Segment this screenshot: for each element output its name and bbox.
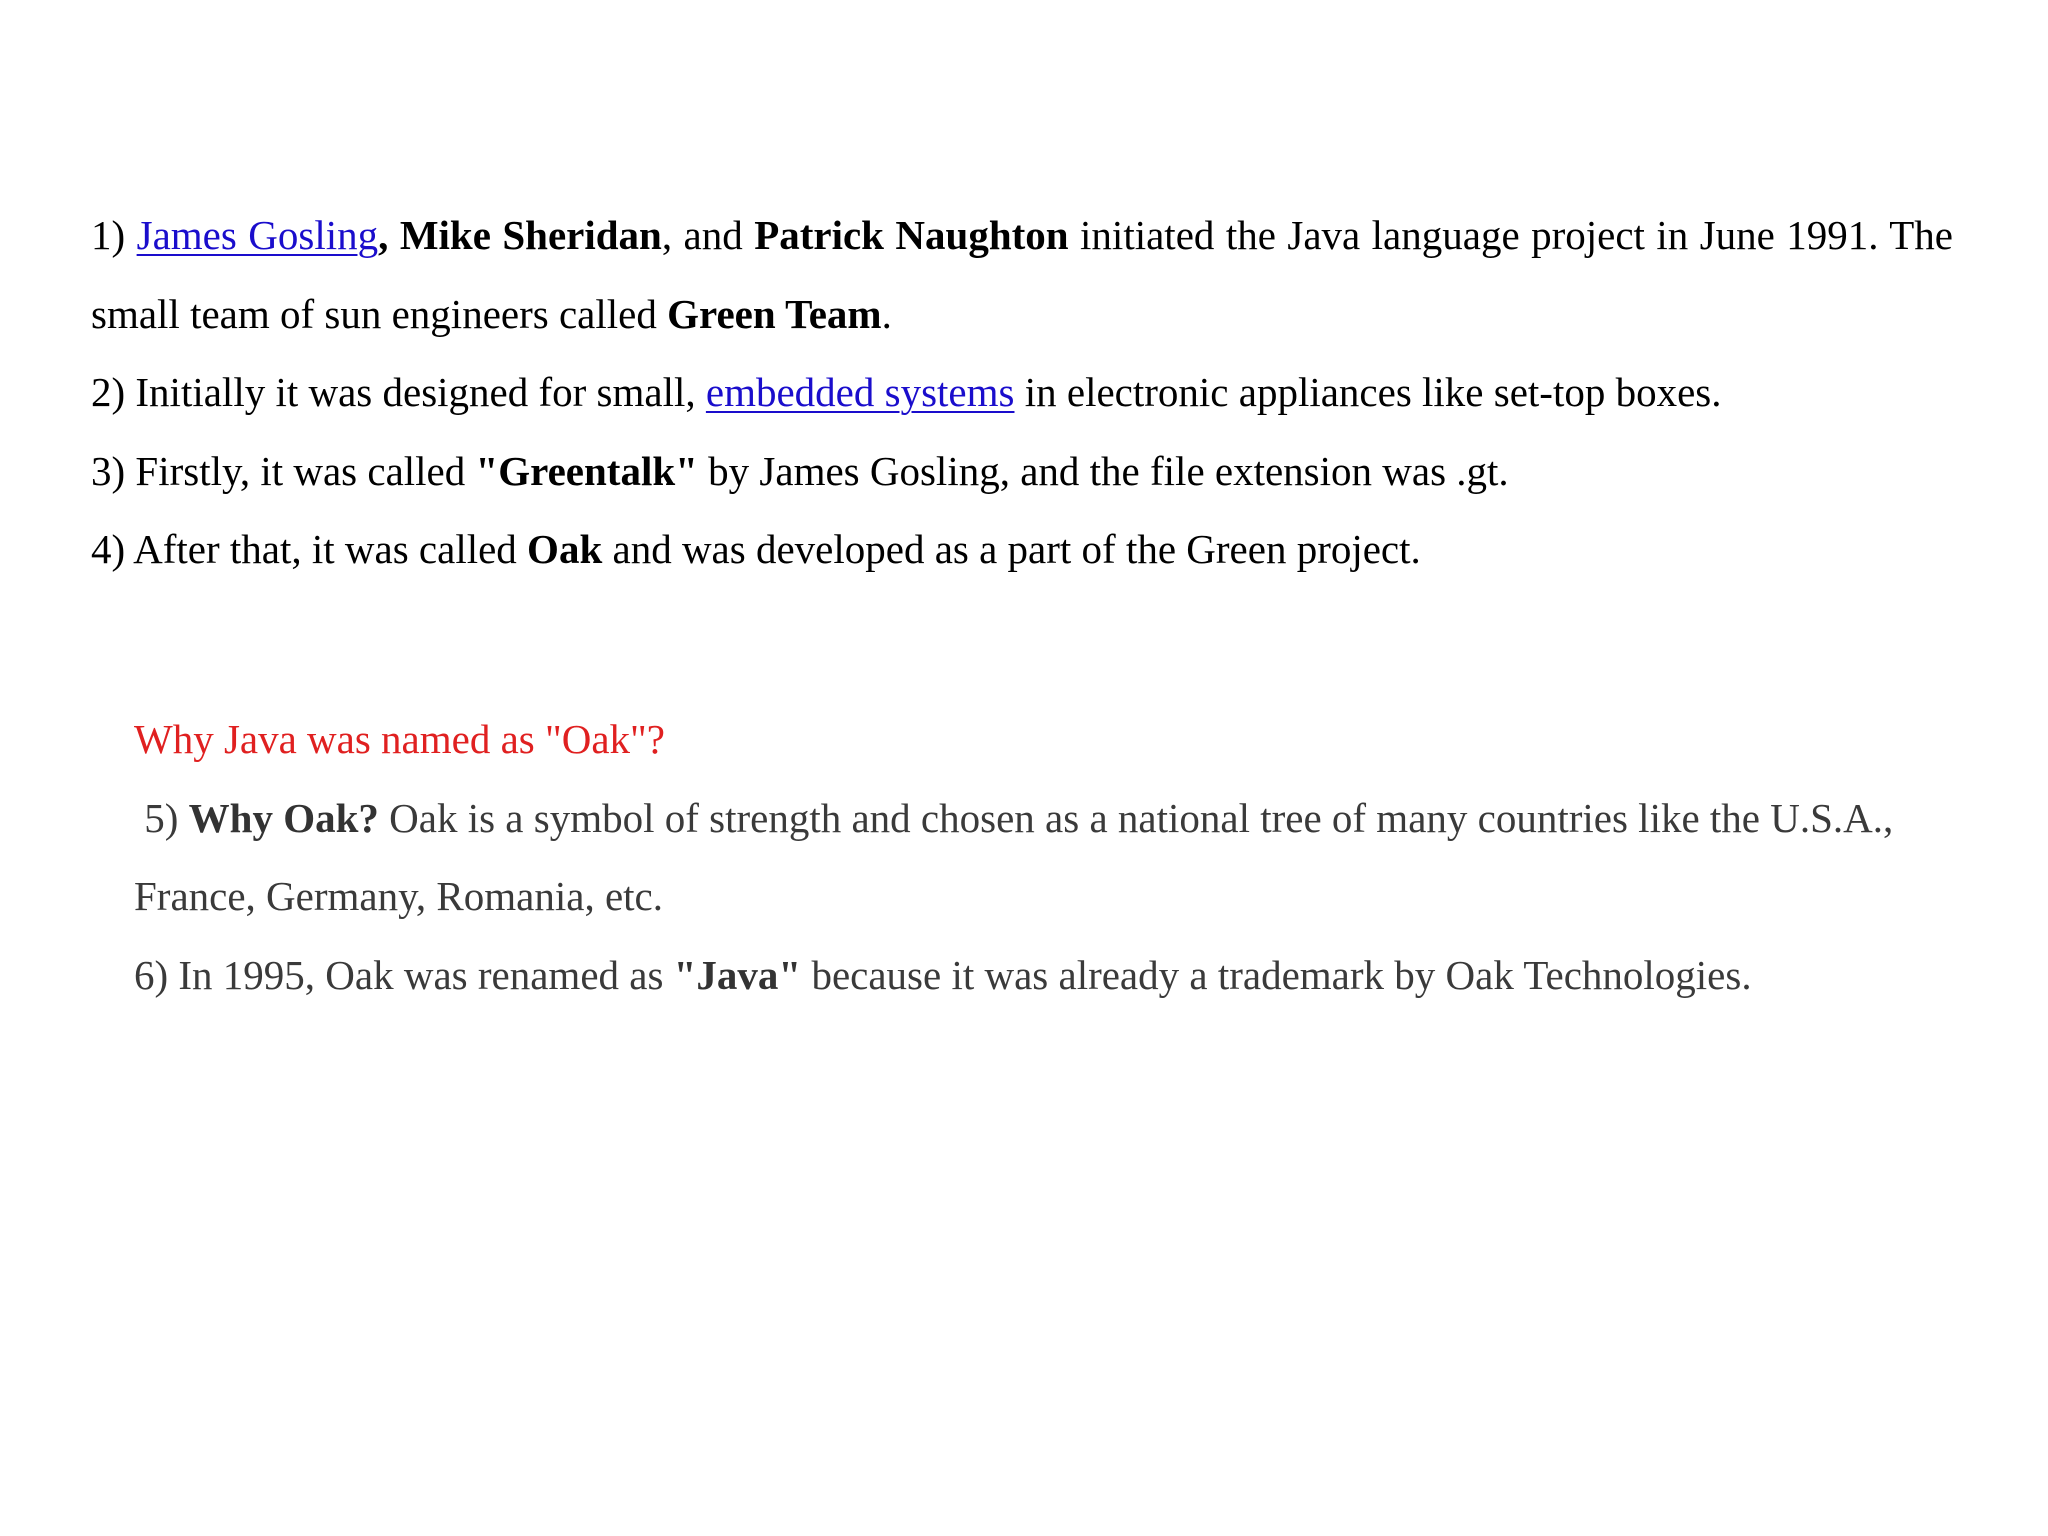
mike-sheridan-name: Mike Sheridan — [399, 212, 662, 258]
item3-suffix: by James Gosling, and the file extension was .gt. — [697, 447, 1509, 494]
oak-term: Oak — [527, 526, 603, 572]
item2-suffix: in electronic appliances like set-top boxes. — [1014, 369, 1722, 415]
item4-prefix: 4) After that, it was called — [91, 526, 528, 572]
greentalk-term: "Greentalk" — [475, 447, 698, 494]
item5-number: 5) — [134, 794, 189, 841]
bold-comma: , — [378, 212, 389, 258]
item2-prefix: 2) Initially it was designed for small, — [91, 369, 706, 415]
item1-period: . — [881, 290, 892, 337]
oak-section — [134, 700, 1934, 1014]
history-item-4 — [91, 510, 1953, 589]
history-item-2 — [91, 353, 1953, 432]
item5-text: Oak is a symbol of strength and chosen as a national tree of many countries like the U.S.A., France, Germany, Romania, etc. — [134, 794, 1904, 919]
item4-suffix: and was developed as a part of the Green project. — [602, 526, 1421, 572]
history-item-1 — [91, 196, 1953, 353]
green-team-term: Green Team — [667, 290, 882, 337]
oak-section-heading: Why Java was named as "Oak"? — [134, 716, 665, 762]
item6-suffix: because it was already a trademark by Oak Technologies. — [801, 951, 1752, 998]
item3-prefix: 3) Firstly, it was called — [91, 447, 476, 494]
java-term: "Java" — [673, 951, 802, 998]
embedded-systems-link[interactable]: embedded systems — [705, 369, 1015, 415]
james-gosling-link[interactable]: James Gosling — [136, 212, 379, 258]
item1-text: initiated the Java language project in June 1991. The small team of sun engineers called — [91, 212, 1954, 337]
history-item-3 — [91, 432, 1953, 511]
item-number: 1) — [91, 212, 137, 258]
and-text: , and — [661, 212, 755, 258]
patrick-naughton-name: Patrick Naughton — [754, 212, 1069, 258]
history-list — [91, 196, 1953, 589]
why-oak-term: Why Oak? — [188, 794, 379, 841]
item6-prefix: 6) In 1995, Oak was renamed as — [134, 951, 674, 998]
history-item-6 — [134, 936, 1934, 1015]
history-item-5 — [134, 779, 1934, 936]
